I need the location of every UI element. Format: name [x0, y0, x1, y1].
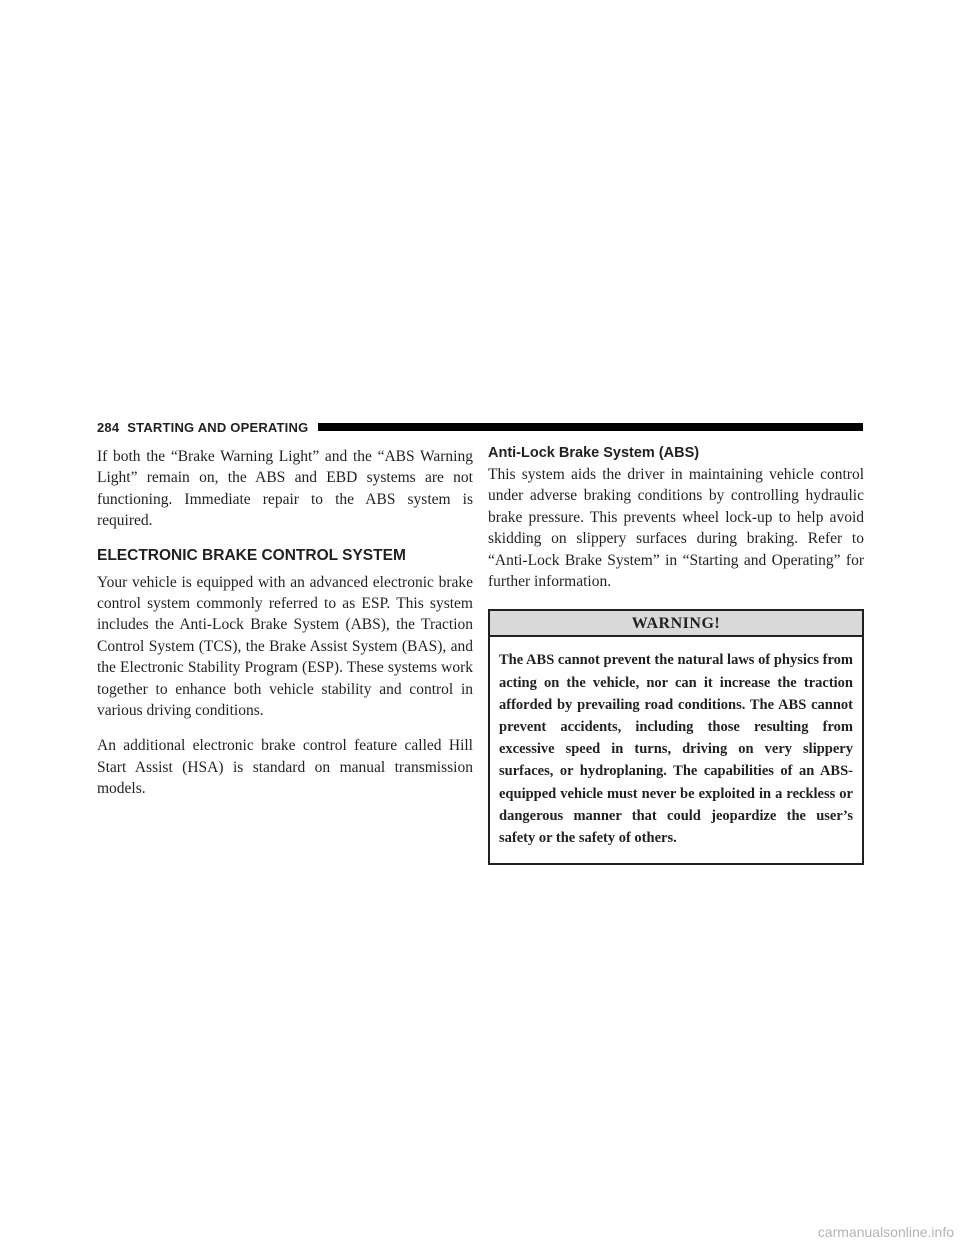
hsa-paragraph: An additional electronic brake control feature called Hill Start Assist (HSA) is standard on manual transmission models.	[97, 737, 473, 798]
section-title: STARTING AND OPERATING	[127, 419, 309, 435]
page-header	[97, 418, 863, 436]
warning-box	[488, 609, 864, 865]
right-column	[488, 446, 864, 865]
header-rule	[318, 423, 863, 431]
watermark: carmanualsonline.info	[817, 1224, 954, 1240]
warning-text: The ABS cannot prevent the natural laws of physics from acting on the vehicle, nor can it increase the traction afforded by prevailing road conditions. The ABS cannot prevent accidents, including those resulting from excessive speed in turns, driving on very slippery surfaces, or hydroplaning. The capabilities of an ABS-equipped vehicle must never be exploited in a reckless or dangerous manner that could jeopardize the user’s safety or the safety of others.	[499, 652, 853, 847]
warning-lights-paragraph: If both the “Brake Warning Light” and the “ABS Warning Light” remain on, the ABS and EBD systems are not functioning. Immediate repair to the ABS system is required.	[97, 448, 473, 530]
abs-heading: Anti-Lock Brake System (ABS)	[488, 445, 700, 461]
ebc-heading: ELECTRONIC BRAKE CONTROL SYSTEM	[97, 546, 406, 564]
left-column	[97, 446, 473, 814]
abs-paragraph: This system aids the driver in maintaining vehicle control under adverse braking conditions by controlling hydraulic brake pressure. This prevents wheel lock-up to help avoid skidding on slippery surfaces during braking. Refer to “Anti-Lock Brake System” in “Starting and Operating” for further information.	[488, 466, 864, 591]
page-number: 284	[97, 419, 120, 435]
warning-title: WARNING!	[490, 611, 862, 637]
ebc-paragraph: Your vehicle is equipped with an advanced electronic brake control system commonly referred to as ESP. This system includes the Anti-Lock Brake System (ABS), the Traction Control System (TCS), the Brake Assist System (BAS), and the Electronic Stability Program (ESP). These systems work together to enhance both vehicle stability and control in various driving conditions.	[97, 573, 473, 720]
